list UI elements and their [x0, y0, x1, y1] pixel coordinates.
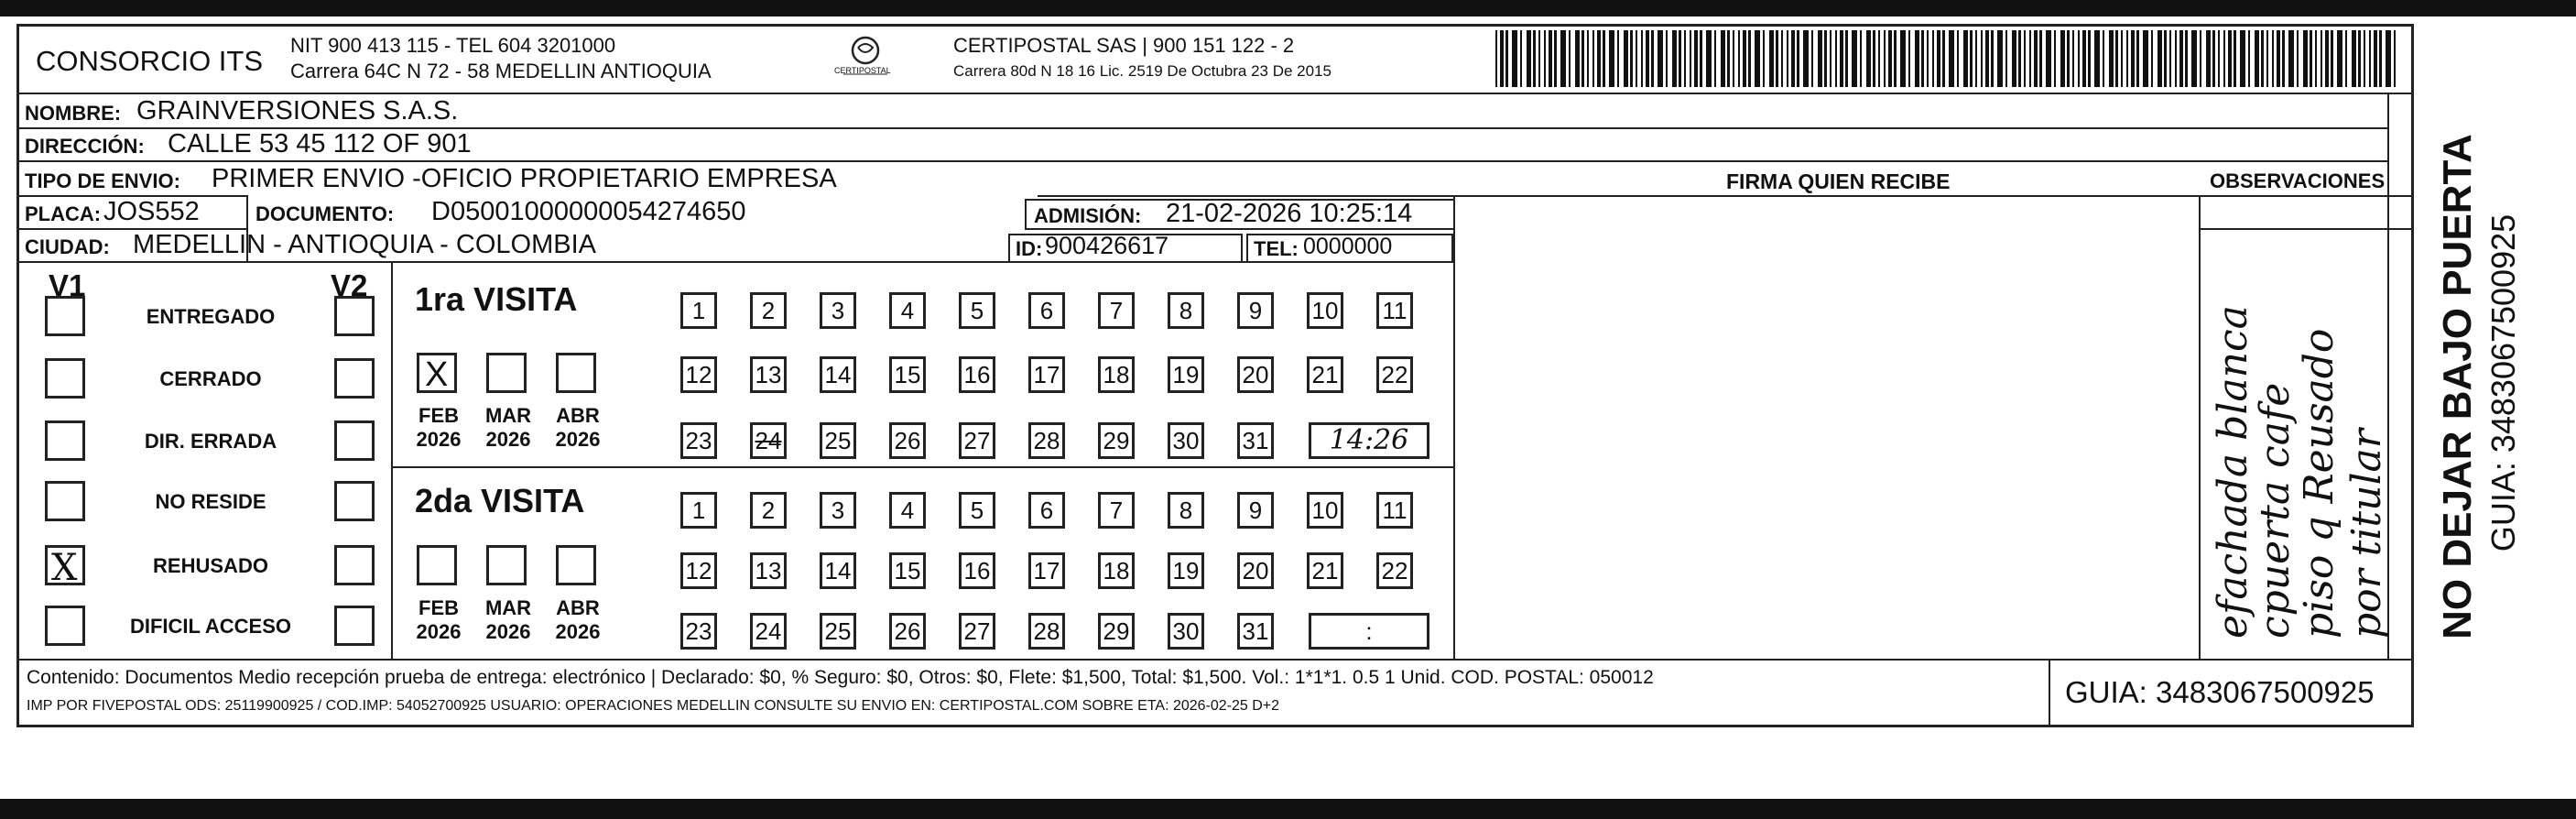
barcode-icon — [1495, 30, 2402, 87]
first-visit-day[interactable]: 20 — [1237, 356, 1274, 393]
first-visit-day[interactable]: 27 — [959, 422, 995, 459]
second-visit-day[interactable]: 21 — [1307, 552, 1343, 589]
second-visit-month-checkbox[interactable] — [417, 545, 457, 585]
footer-imp-line: IMP POR FIVEPOSTAL ODS: 25119900925 / COD.IMP: 54052700925 USUARIO: OPERACIONES MEDELLIN CONSULTE SU ENVIO EN: CERTIPOSTAL.COM SOBRE ETA: 2026-02-25 D+2 — [27, 698, 1280, 714]
second-visit-day[interactable]: 9 — [1237, 492, 1274, 529]
divider — [2199, 195, 2201, 659]
v1-checkbox[interactable] — [45, 358, 85, 399]
company-address: Carrera 64C N 72 - 58 MEDELLIN ANTIOQUIA — [290, 60, 712, 82]
second-visit-day[interactable]: 12 — [680, 552, 717, 589]
second-visit-day[interactable]: 8 — [1168, 492, 1204, 529]
certipostal-address: Carrera 80d N 18 16 Lic. 2519 De Octubra 23 De 2015 — [953, 62, 1331, 80]
first-visit-day[interactable]: 29 — [1098, 422, 1135, 459]
certipostal-logo-icon — [838, 32, 893, 83]
divider — [391, 261, 393, 659]
tipo-envio-label: TIPO DE ENVIO: — [25, 169, 180, 192]
obs-line: efachada blanca — [2210, 305, 2256, 639]
observaciones-label: OBSERVACIONES — [2210, 169, 2386, 192]
second-visit-day[interactable]: 29 — [1098, 613, 1135, 650]
ciudad-label: CIUDAD: — [25, 235, 110, 258]
tel-label: TEL: — [1254, 237, 1299, 260]
v2-checkbox[interactable] — [334, 606, 375, 646]
first-visit-day[interactable]: 13 — [750, 356, 787, 393]
first-visit-day[interactable]: 22 — [1376, 356, 1413, 393]
first-visit-time[interactable]: 14:26 — [1309, 422, 1429, 459]
nombre-value: GRAINVERSIONES S.A.S. — [136, 96, 459, 126]
first-visit-day[interactable]: 31 — [1237, 422, 1274, 459]
second-visit-day[interactable]: 24 — [750, 613, 787, 650]
v1-checkbox[interactable] — [45, 296, 85, 336]
second-visit-day[interactable]: 2 — [750, 492, 787, 529]
company-name: CONSORCIO ITS — [36, 45, 264, 77]
first-visit-day[interactable]: 2 — [750, 292, 787, 329]
obs-line: cpuerta cafe — [2252, 382, 2299, 639]
first-visit-day[interactable]: 7 — [1098, 292, 1135, 329]
month-mark: X — [425, 355, 449, 394]
placa-value: JOS552 — [103, 197, 200, 226]
first-visit-day[interactable]: 21 — [1307, 356, 1343, 393]
first-visit-day[interactable]: 15 — [889, 356, 926, 393]
first-visit-day[interactable]: 10 — [1307, 292, 1343, 329]
second-visit-day[interactable]: 18 — [1098, 552, 1135, 589]
divider — [2049, 659, 2050, 726]
status-option-label: NO RESIDE — [155, 490, 266, 513]
ciudad-value: MEDELLIN - ANTIOQUIA - COLOMBIA — [133, 230, 596, 259]
status-option-label: CERRADO — [159, 367, 262, 390]
first-visit-day[interactable]: 18 — [1098, 356, 1135, 393]
first-visit-day[interactable]: 25 — [820, 422, 856, 459]
second-visit-day[interactable]: 17 — [1028, 552, 1065, 589]
second-visit-day[interactable]: 22 — [1376, 552, 1413, 589]
second-visit-day[interactable]: 23 — [680, 613, 717, 650]
second-visit-day[interactable]: 25 — [820, 613, 856, 650]
divider — [19, 93, 2411, 94]
month-label: ABR — [556, 596, 600, 619]
second-visit-day[interactable]: 27 — [959, 613, 995, 650]
first-visit-day[interactable]: 23 — [680, 422, 717, 459]
first-visit-month-checkbox[interactable] — [486, 353, 527, 393]
second-visit-title: 2da VISITA — [415, 482, 585, 519]
first-visit-day[interactable]: 26 — [889, 422, 926, 459]
v1-checkbox[interactable] — [45, 606, 85, 646]
v1-checkbox[interactable] — [45, 420, 85, 461]
first-visit-day[interactable]: 5 — [959, 292, 995, 329]
first-visit-month-checkbox[interactable] — [556, 353, 596, 393]
second-visit-day[interactable]: 28 — [1028, 613, 1065, 650]
first-visit-month-checkbox[interactable] — [417, 353, 457, 393]
second-visit-day[interactable]: 16 — [959, 552, 995, 589]
second-visit-day[interactable]: 10 — [1307, 492, 1343, 529]
first-visit-day[interactable]: 11 — [1376, 292, 1413, 329]
v2-checkbox[interactable] — [334, 296, 375, 336]
month-label: FEB — [418, 404, 459, 427]
second-visit-day[interactable]: 7 — [1098, 492, 1135, 529]
id-value: 900426617 — [1045, 232, 1169, 259]
certipostal-line: CERTIPOSTAL SAS | 900 151 122 - 2 — [953, 34, 1295, 57]
observations-handwriting — [2208, 239, 2390, 651]
first-visit-day[interactable]: 8 — [1168, 292, 1204, 329]
divider — [19, 160, 2387, 162]
month-label: MAR — [484, 404, 532, 427]
second-visit-time[interactable]: : — [1309, 613, 1429, 650]
status-option-label: ENTREGADO — [146, 305, 276, 328]
year-label: 2026 — [555, 620, 601, 643]
v2-checkbox[interactable] — [334, 481, 375, 521]
year-label: 2026 — [416, 620, 462, 643]
first-visit-day[interactable]: 4 — [889, 292, 926, 329]
first-visit-day[interactable]: 14 — [820, 356, 856, 393]
month-label: FEB — [418, 596, 459, 619]
firma-label: FIRMA QUIEN RECIBE — [1726, 169, 1951, 193]
first-visit-day[interactable]: 19 — [1168, 356, 1204, 393]
documento-label: DOCUMENTO: — [255, 202, 395, 225]
tel-value: 0000000 — [1303, 234, 1393, 259]
admision-label: ADMISIÓN: — [1034, 204, 1142, 227]
direccion-label: DIRECCIÓN: — [25, 135, 145, 158]
second-visit-day[interactable]: 6 — [1028, 492, 1065, 529]
month-label: ABR — [556, 404, 600, 427]
second-visit-day[interactable]: 1 — [680, 492, 717, 529]
status-option-label: DIFICIL ACCESO — [129, 615, 291, 638]
first-visit-day[interactable]: 28 — [1028, 422, 1065, 459]
v1-checkbox[interactable] — [45, 481, 85, 521]
delivery-receipt-card — [16, 24, 2414, 727]
v1-header: V1 — [49, 268, 86, 302]
divider — [391, 466, 1453, 468]
first-visit-day[interactable]: 1 — [680, 292, 717, 329]
nit-line: NIT 900 413 115 - TEL 604 3201000 — [290, 34, 616, 57]
second-visit-month-checkbox[interactable] — [486, 545, 527, 585]
id-label: ID: — [1016, 237, 1043, 260]
footer-guia: GUIA: 3483067500925 — [2065, 675, 2375, 709]
second-visit-day[interactable]: 5 — [959, 492, 995, 529]
first-visit-day[interactable]: 6 — [1028, 292, 1065, 329]
v1-mark: X — [51, 547, 78, 589]
divider — [2199, 228, 2411, 230]
divider — [19, 659, 2411, 661]
first-visit-day[interactable]: 30 — [1168, 422, 1204, 459]
second-visit-day[interactable]: 3 — [820, 492, 856, 529]
first-visit-day[interactable]: 16 — [959, 356, 995, 393]
year-label: 2026 — [485, 428, 531, 451]
first-visit-day[interactable]: 17 — [1028, 356, 1065, 393]
first-visit-day[interactable]: 9 — [1237, 292, 1274, 329]
side-guia: GUIA: 3483067500925 — [2484, 213, 2522, 552]
second-visit-day[interactable]: 13 — [750, 552, 787, 589]
second-visit-day[interactable]: 14 — [820, 552, 856, 589]
scan-edge-top — [0, 0, 2576, 16]
second-visit-day[interactable]: 20 — [1237, 552, 1274, 589]
month-label: MAR — [484, 596, 532, 619]
placa-label: PLACA: — [25, 202, 102, 225]
admision-value: 21-02-2026 10:25:14 — [1166, 199, 1413, 228]
second-visit-month-checkbox[interactable] — [556, 545, 596, 585]
first-visit-day[interactable]: 3 — [820, 292, 856, 329]
no-dejar-bajo-puerta: NO DEJAR BAJO PUERTA — [2435, 134, 2480, 639]
second-visit-day[interactable]: 4 — [889, 492, 926, 529]
first-visit-title: 1ra VISITA — [415, 280, 578, 318]
second-visit-day[interactable]: 31 — [1237, 613, 1274, 650]
first-visit-day[interactable]: 12 — [680, 356, 717, 393]
second-visit-day[interactable]: 30 — [1168, 613, 1204, 650]
scan-edge-bottom — [0, 799, 2576, 819]
second-visit-day[interactable]: 19 — [1168, 552, 1204, 589]
second-visit-day[interactable]: 26 — [889, 613, 926, 650]
direccion-value: CALLE 53 45 112 OF 901 — [168, 129, 472, 158]
first-visit-day[interactable]: 24 — [750, 422, 787, 459]
footer-content-line: Contenido: Documentos Medio recepción prueba de entrega: electrónico | Declarado: $0, % Seguro: $0, Otros: $0, Flete: $1,500, Total: $1,500. Vol.: 1*1*1. 0.5 1 Unid. COD. POSTAL: 050012 — [27, 667, 1654, 688]
v2-checkbox[interactable] — [334, 420, 375, 461]
v2-header: V2 — [331, 268, 368, 302]
v1-checkbox[interactable] — [45, 545, 85, 589]
year-label: 2026 — [555, 428, 601, 451]
tipo-envio-value: PRIMER ENVIO -OFICIO PROPIETARIO EMPRESA — [212, 164, 837, 193]
obs-line: piso q Reusado — [2296, 328, 2342, 639]
year-label: 2026 — [485, 620, 531, 643]
year-label: 2026 — [416, 428, 462, 451]
status-option-label: DIR. ERRADA — [144, 430, 277, 453]
status-option-label: REHUSADO — [153, 554, 268, 577]
second-visit-day[interactable]: 15 — [889, 552, 926, 589]
obs-line: por titular — [2343, 429, 2390, 639]
logo-text: CERTIPOSTAL — [834, 66, 891, 75]
second-visit-day[interactable]: 11 — [1376, 492, 1413, 529]
divider — [1453, 195, 1455, 659]
v2-checkbox[interactable] — [334, 358, 375, 399]
v2-checkbox[interactable] — [334, 545, 375, 585]
nombre-label: NOMBRE: — [25, 102, 122, 125]
documento-value: D05001000000054274650 — [431, 197, 746, 226]
